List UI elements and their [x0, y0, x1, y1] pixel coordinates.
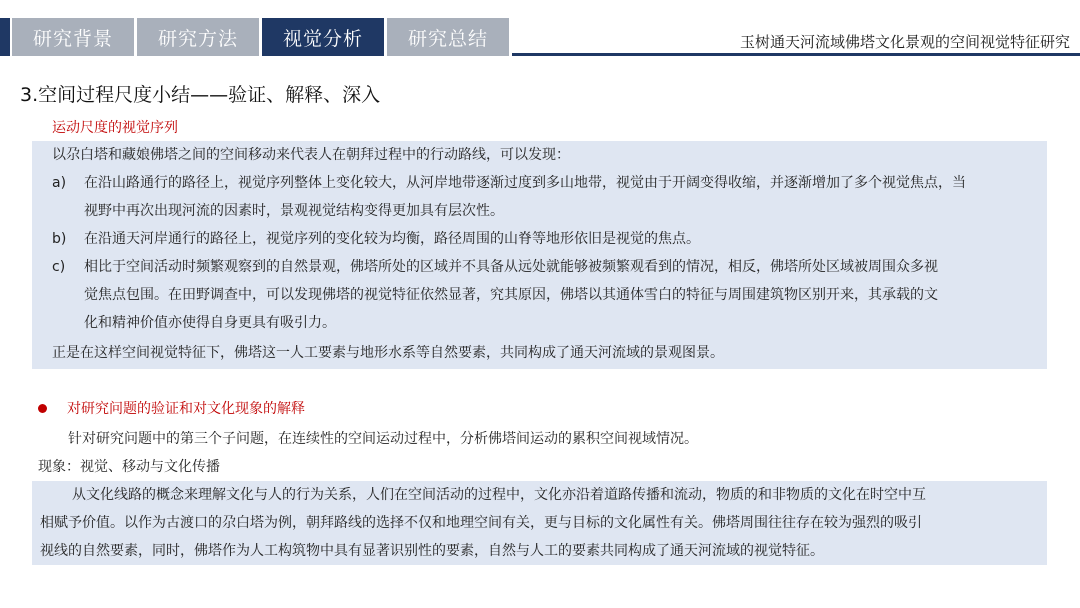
- verification-bullet: [38, 398, 305, 418]
- tab-research-background[interactable]: 研究背景: [12, 18, 134, 56]
- subheading-visual-sequence: 运动尺度的视觉序列: [52, 120, 178, 136]
- paragraph-line: 视线的自然要素，同时，佛塔作为人工构筑物中具有显著识别性的要素，自然与人工的要素共同构成了通天河流域的视觉特征。: [40, 543, 824, 559]
- list-marker: b): [52, 231, 67, 247]
- tab-research-summary[interactable]: 研究总结: [387, 18, 509, 56]
- phenomenon-box: [32, 481, 1047, 565]
- verification-title: 对研究问题的验证和对文化现象的解释: [67, 401, 305, 417]
- section-heading: 3.空间过程尺度小结——验证、解释、深入: [20, 84, 381, 106]
- top-navigation-bar: [0, 0, 1080, 56]
- list-item-line: 觉焦点包围。在田野调查中，可以发现佛塔的视觉特征依然显著，究其原因，佛塔以其通体雪白的特征与周围建筑物区别开来，其承载的文: [84, 287, 938, 303]
- nav-left-accent: [0, 18, 10, 56]
- presentation-title: 玉树通天河流域佛塔文化景观的空间视觉特征研究: [739, 33, 1070, 51]
- list-marker: a): [52, 175, 67, 191]
- visual-sequence-box: [32, 141, 1047, 369]
- verification-description: 针对研究问题中的第三个子问题，在连续性的空间运动过程中，分析佛塔间运动的累积空间视域情况。: [68, 431, 698, 447]
- list-item-a: [52, 169, 1029, 225]
- list-item-line: 在沿山路通行的路径上，视觉序列整体上变化较大，从河岸地带逐渐过度到多山地带，视觉由于开阔变得收缩，并逐渐增加了多个视觉焦点，当: [84, 175, 966, 191]
- list-item-line: 相比于空间活动时频繁观察到的自然景观，佛塔所处的区域并不具备从远处就能够被频繁观看到的情况，相反，佛塔所处区域被周围众多视: [84, 259, 938, 275]
- paragraph-line: 从文化线路的概念来理解文化与人的行为关系，人们在空间活动的过程中，文化亦沿着道路传播和流动，物质的和非物质的文化在时空中互: [72, 487, 926, 503]
- list-item-line: 化和精神价值亦使得自身更具有吸引力。: [84, 315, 336, 331]
- intro-text: 以尕白塔和藏娘佛塔之间的空间移动来代表人在朝拜过程中的行动路线，可以发现：: [52, 147, 570, 163]
- list-item-line: 在沿通天河岸通行的路径上，视觉序列的变化较为均衡，路径周围的山脊等地形依旧是视觉的焦点。: [84, 231, 700, 247]
- title-underline: [512, 53, 1080, 56]
- paragraph-line: 相赋予价值。以作为古渡口的尕白塔为例，朝拜路线的选择不仅和地理空间有关，更与目标的文化属性有关。佛塔周围往往存在较为强烈的吸引: [40, 515, 922, 531]
- phenomenon-title: 现象：视觉、移动与文化传播: [38, 459, 220, 475]
- list-marker: c): [52, 259, 66, 275]
- tab-visual-analysis[interactable]: 视觉分析: [262, 18, 384, 56]
- list-item-b: [52, 225, 1029, 253]
- list-item-line: 视野中再次出现河流的因素时，景观视觉结构变得更加具有层次性。: [84, 203, 504, 219]
- tab-research-methods[interactable]: 研究方法: [137, 18, 259, 56]
- list-item-c: [52, 253, 1029, 337]
- bullet-dot-icon: [38, 404, 47, 413]
- conclusion-text: 正是在这样空间视觉特征下，佛塔这一人工要素与地形水系等自然要素，共同构成了通天河流域的景观图景。: [52, 345, 724, 361]
